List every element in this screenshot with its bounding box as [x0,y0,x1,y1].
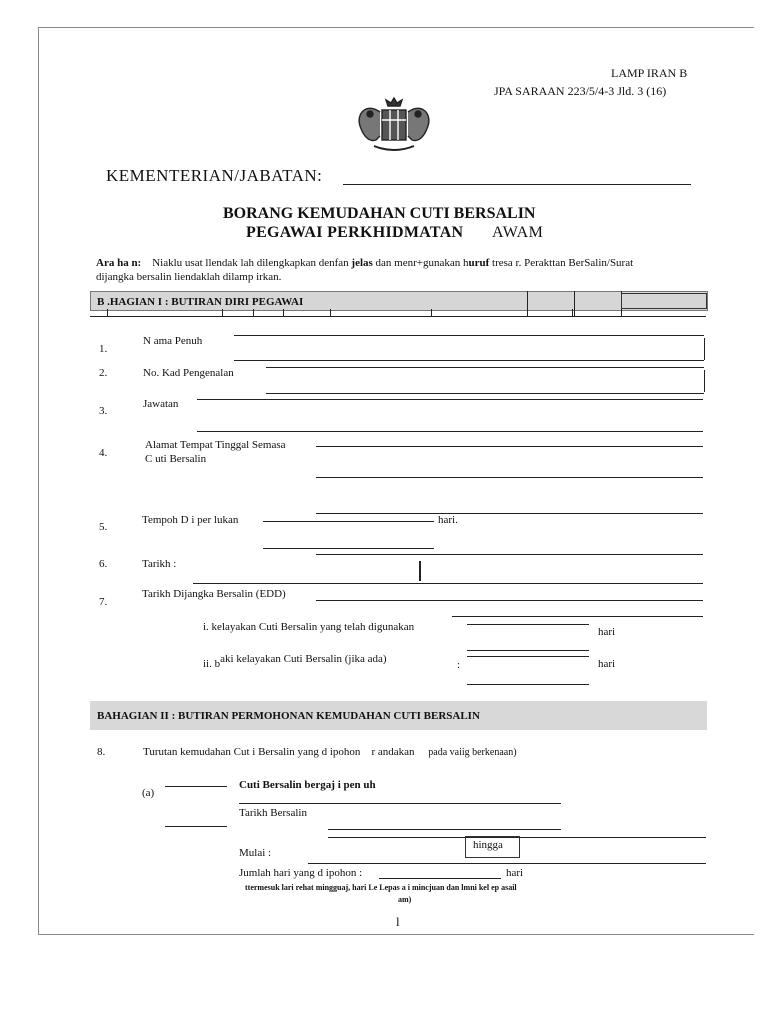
sub-i-label: i. kelayakan Cuti Bersalin yang telah digunakan [203,621,415,633]
item3-number: 3. [99,405,108,417]
instruction-bold-1: jelas [351,257,373,269]
item6-number: 6. [99,558,108,570]
item7-label: Tarikh Dijangka Bersalin (EDD) [142,588,286,600]
jumlah-field[interactable] [379,878,501,879]
tempoh-field-line2[interactable] [263,548,434,549]
page-number: l [396,914,400,929]
option-a-title: Cuti Bersalin bergaj i pen uh [239,779,376,791]
field-edge [704,338,705,360]
reference-number: JPA SARAAN 223/5/4-3 Jld. 3 (16) [494,84,667,98]
sub-ii-field-line2[interactable] [467,684,589,685]
section1-title: B .HAGIAN I : BUTIRAN DIRI PEGAWAI [97,296,304,308]
item5-number: 5. [99,521,108,533]
instruction-text-b: dan menr+gunakan h [375,257,469,269]
form-title-line1: BORANG KEMUDAHAN CUTI BERSALIN [223,205,536,222]
item4-label2: C uti Bersalin [145,453,207,465]
alamat-field-line2[interactable] [316,477,703,478]
sub-i-field-line2[interactable] [467,650,589,651]
tick-divider [283,309,284,317]
tick-divider [253,309,254,317]
item7-number: 7. [99,596,108,608]
tarikh-bersalin-label: Tarikh Bersalin [239,807,307,819]
item8-text-b: r andakan [371,746,415,758]
tick-divider [572,309,573,317]
item4-number: 4. [99,447,108,459]
band-divider [527,291,528,317]
item1-label: N ama Penuh [143,335,203,347]
coat-of-arms-emblem [346,92,442,156]
item8-number: 8. [97,746,106,758]
form-title-line2-tail: AWAM [492,224,544,241]
item6-label: Tarikh : [142,558,177,570]
sub-ii-label-a: ii. b [203,658,221,670]
jumlah-suffix: hari [506,867,524,879]
item3-label: Jawatan [143,398,179,410]
section1-underline [90,316,706,317]
sub-ii-colon: : [457,659,461,671]
band-box [621,293,707,309]
item5-label: Tempoh D i per lukan [142,514,239,526]
tarikh-field[interactable] [193,583,703,584]
option-a-title-line [239,803,561,804]
tick-divider [222,309,223,317]
ic-number-field-line2[interactable] [266,393,704,394]
jawatan-field-line2[interactable] [197,431,703,432]
item8-text [143,746,517,758]
instruction-bold-2: uruf [468,257,490,269]
tick-divider [330,309,331,317]
instruction-line1 [96,257,633,269]
hingga-label: hingga [473,839,503,851]
sub-i-suffix: hari [598,626,616,638]
form-title-line2: PEGAWAI PERKHIDMATAN [246,224,464,241]
section2-title: BAHAGIAN II : BUTIRAN PERMOHONAN KEMUDAHAN CUTI BERSALIN [97,710,480,722]
item4-label: Alamat Tempat Tinggal Semasa [145,439,286,451]
item8-text-a: Turutan kemudahan Cut i Bersalin yang d ipohon [143,746,361,758]
sub-ii-field[interactable] [467,656,589,657]
note-line1: ttermesuk lari rehat mingguaj, hari Le Lepas a i mincjuan dan lmni kel ep asail [245,883,517,892]
jumlah-label: Jumlah hari yang d ipohon : [239,867,363,879]
band-divider [574,291,575,317]
sub-i-top-line [452,616,703,617]
sub-ii-label [203,653,387,670]
mulai-label: Mulai : [239,847,272,859]
instruction-label: Ara ha n: [96,257,142,269]
tempoh-field[interactable] [263,521,434,522]
item2-number: 2. [99,367,108,379]
ministry-label: KEMENTERIAN/JABATAN: [106,166,323,185]
tick-divider [431,309,432,317]
alamat-field-line3[interactable] [316,513,703,514]
note-line2: am) [398,895,412,904]
tarikh-top-line [316,554,703,555]
alamat-field[interactable] [316,446,703,447]
option-a-checkbox-line[interactable] [165,786,227,787]
option-a-checkbox-line2[interactable] [165,826,227,827]
mulai-field[interactable] [308,863,706,864]
nama-penuh-field[interactable] [234,335,704,336]
nama-penuh-field-line2[interactable] [234,360,704,361]
instruction-text-a: Niaklu usat llendak lah dilengkapkan denfan [152,257,349,269]
tick-divider [107,309,108,317]
instruction-line2: dijangka bersalin liendaklah dilamp irkan. [96,271,282,283]
option-a-label: (a) [142,787,155,799]
item2-label: No. Kad Pengenalan [143,367,234,379]
field-edge [704,370,705,392]
tarikh-divider [419,561,421,581]
edd-field[interactable] [316,600,703,601]
jawatan-field[interactable] [197,399,703,400]
lampiran-label: LAMP IRAN B [611,66,688,80]
sub-ii-suffix: hari [598,658,616,670]
instruction-text-c: tresa r. Perakttan BerSalin/Surat [492,257,634,269]
sub-ii-label-b: aki kelayakan Cuti Bersalin (jika ada) [220,653,387,665]
ic-number-field[interactable] [266,367,704,368]
sub-i-field[interactable] [467,624,589,625]
ministry-field[interactable] [343,184,691,185]
item8-text-c: pada vaiig berkenaan) [428,747,517,758]
item1-number: 1. [99,343,108,355]
tarikh-bersalin-field[interactable] [328,829,561,830]
item5-suffix: hari. [438,514,458,526]
